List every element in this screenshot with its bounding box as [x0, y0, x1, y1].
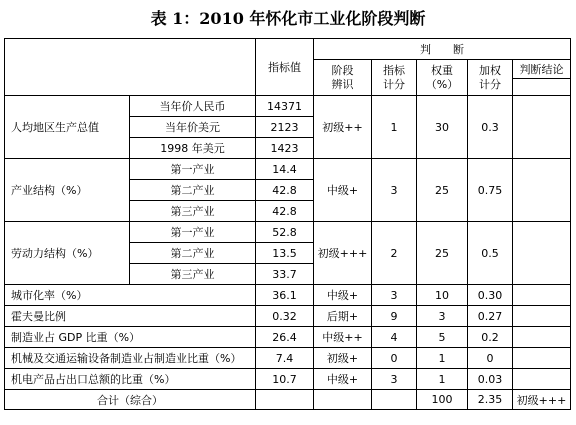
stage-cell: 中级+: [314, 159, 372, 222]
header-judge: 判 断: [314, 39, 571, 60]
table-row: [5, 369, 571, 390]
header-conclusion: 判断结论: [513, 60, 571, 79]
total-conclusion: 初级+++: [513, 390, 571, 410]
indicator-value: 52.8: [256, 222, 314, 243]
total-stage-blank: [314, 390, 372, 410]
total-row: [5, 390, 571, 410]
total-score-blank: [372, 390, 417, 410]
header-conclusion-blank: [513, 79, 571, 96]
score-cell: 3: [372, 369, 417, 390]
indicator-value: 14.4: [256, 159, 314, 180]
sub-label: 第一产业: [130, 222, 256, 243]
indicator-name: 制造业占 GDP 比重（%）: [5, 327, 256, 348]
header-wscore: 加权 计分: [468, 60, 513, 96]
table-row: [5, 96, 571, 117]
score-cell: 1: [372, 96, 417, 159]
score-cell: 3: [372, 285, 417, 306]
indicator-value: 36.1: [256, 285, 314, 306]
weighted-score-cell: 0.2: [468, 327, 513, 348]
sub-label: 当年价美元: [130, 117, 256, 138]
weight-cell: 25: [417, 159, 468, 222]
indicator-value: 42.8: [256, 201, 314, 222]
group-name: 劳动力结构（%）: [5, 222, 130, 285]
total-value-blank: [256, 390, 314, 410]
sub-label: 第二产业: [130, 180, 256, 201]
indicator-name: 机电产品占出口总额的比重（%）: [5, 369, 256, 390]
weighted-score-cell: 0: [468, 348, 513, 369]
weighted-score-cell: 0.3: [468, 96, 513, 159]
conclusion-cell: [513, 159, 571, 222]
sub-label: 第三产业: [130, 201, 256, 222]
indicator-value: 14371: [256, 96, 314, 117]
conclusion-cell: [513, 285, 571, 306]
weight-cell: 30: [417, 96, 468, 159]
sub-label: 第三产业: [130, 264, 256, 285]
score-cell: 0: [372, 348, 417, 369]
stage-cell: 初级+++: [314, 222, 372, 285]
table-title: 表 1：2010 年怀化市工业化阶段判断: [150, 9, 426, 28]
sub-label: 1998 年美元: [130, 138, 256, 159]
table-row: [5, 327, 571, 348]
stage-cell: 中级++: [314, 327, 372, 348]
score-cell: 2: [372, 222, 417, 285]
header-stage: 阶段 辨识: [314, 60, 372, 96]
group-name: 产业结构（%）: [5, 159, 130, 222]
weight-cell: 5: [417, 327, 468, 348]
industrialization-table: [4, 38, 571, 410]
header-blank: [5, 39, 256, 96]
indicator-value: 33.7: [256, 264, 314, 285]
stage-cell: 初级++: [314, 96, 372, 159]
indicator-value: 13.5: [256, 243, 314, 264]
header-value: 指标值: [256, 39, 314, 96]
indicator-value: 0.32: [256, 306, 314, 327]
indicator-value: 26.4: [256, 327, 314, 348]
weight-cell: 1: [417, 348, 468, 369]
total-label: 合计（综合）: [5, 390, 256, 410]
conclusion-cell: [513, 327, 571, 348]
weighted-score-cell: 0.5: [468, 222, 513, 285]
table-row: [5, 159, 571, 180]
indicator-value: 7.4: [256, 348, 314, 369]
table-row: [5, 306, 571, 327]
weighted-score-cell: 0.27: [468, 306, 513, 327]
indicator-value: 10.7: [256, 369, 314, 390]
sub-label: 第二产业: [130, 243, 256, 264]
table-row: [5, 222, 571, 243]
stage-cell: 中级+: [314, 369, 372, 390]
indicator-name: 城市化率（%）: [5, 285, 256, 306]
indicator-value: 42.8: [256, 180, 314, 201]
conclusion-cell: [513, 96, 571, 159]
score-cell: 3: [372, 159, 417, 222]
total-weight: 100: [417, 390, 468, 410]
stage-cell: 中级+: [314, 285, 372, 306]
group-name: 人均地区生产总值: [5, 96, 130, 159]
weight-cell: 10: [417, 285, 468, 306]
sub-label: 当年价人民币: [130, 96, 256, 117]
table-row: [5, 285, 571, 306]
indicator-name: 霍夫曼比例: [5, 306, 256, 327]
weighted-score-cell: 0.30: [468, 285, 513, 306]
score-cell: 9: [372, 306, 417, 327]
indicator-value: 1423: [256, 138, 314, 159]
conclusion-cell: [513, 369, 571, 390]
indicator-name: 机械及交通运输设备制造业占制造业比重（%）: [5, 348, 256, 369]
stage-cell: 后期+: [314, 306, 372, 327]
weight-cell: 3: [417, 306, 468, 327]
stage-cell: 初级+: [314, 348, 372, 369]
table-row: [5, 348, 571, 369]
weighted-score-cell: 0.75: [468, 159, 513, 222]
weight-cell: 1: [417, 369, 468, 390]
indicator-value: 2123: [256, 117, 314, 138]
sub-label: 第一产业: [130, 159, 256, 180]
conclusion-cell: [513, 306, 571, 327]
header-weight: 权重 （%）: [417, 60, 468, 96]
score-cell: 4: [372, 327, 417, 348]
weighted-score-cell: 0.03: [468, 369, 513, 390]
conclusion-cell: [513, 222, 571, 285]
total-weighted-score: 2.35: [468, 390, 513, 410]
conclusion-cell: [513, 348, 571, 369]
header-score: 指标 计分: [372, 60, 417, 96]
weight-cell: 25: [417, 222, 468, 285]
